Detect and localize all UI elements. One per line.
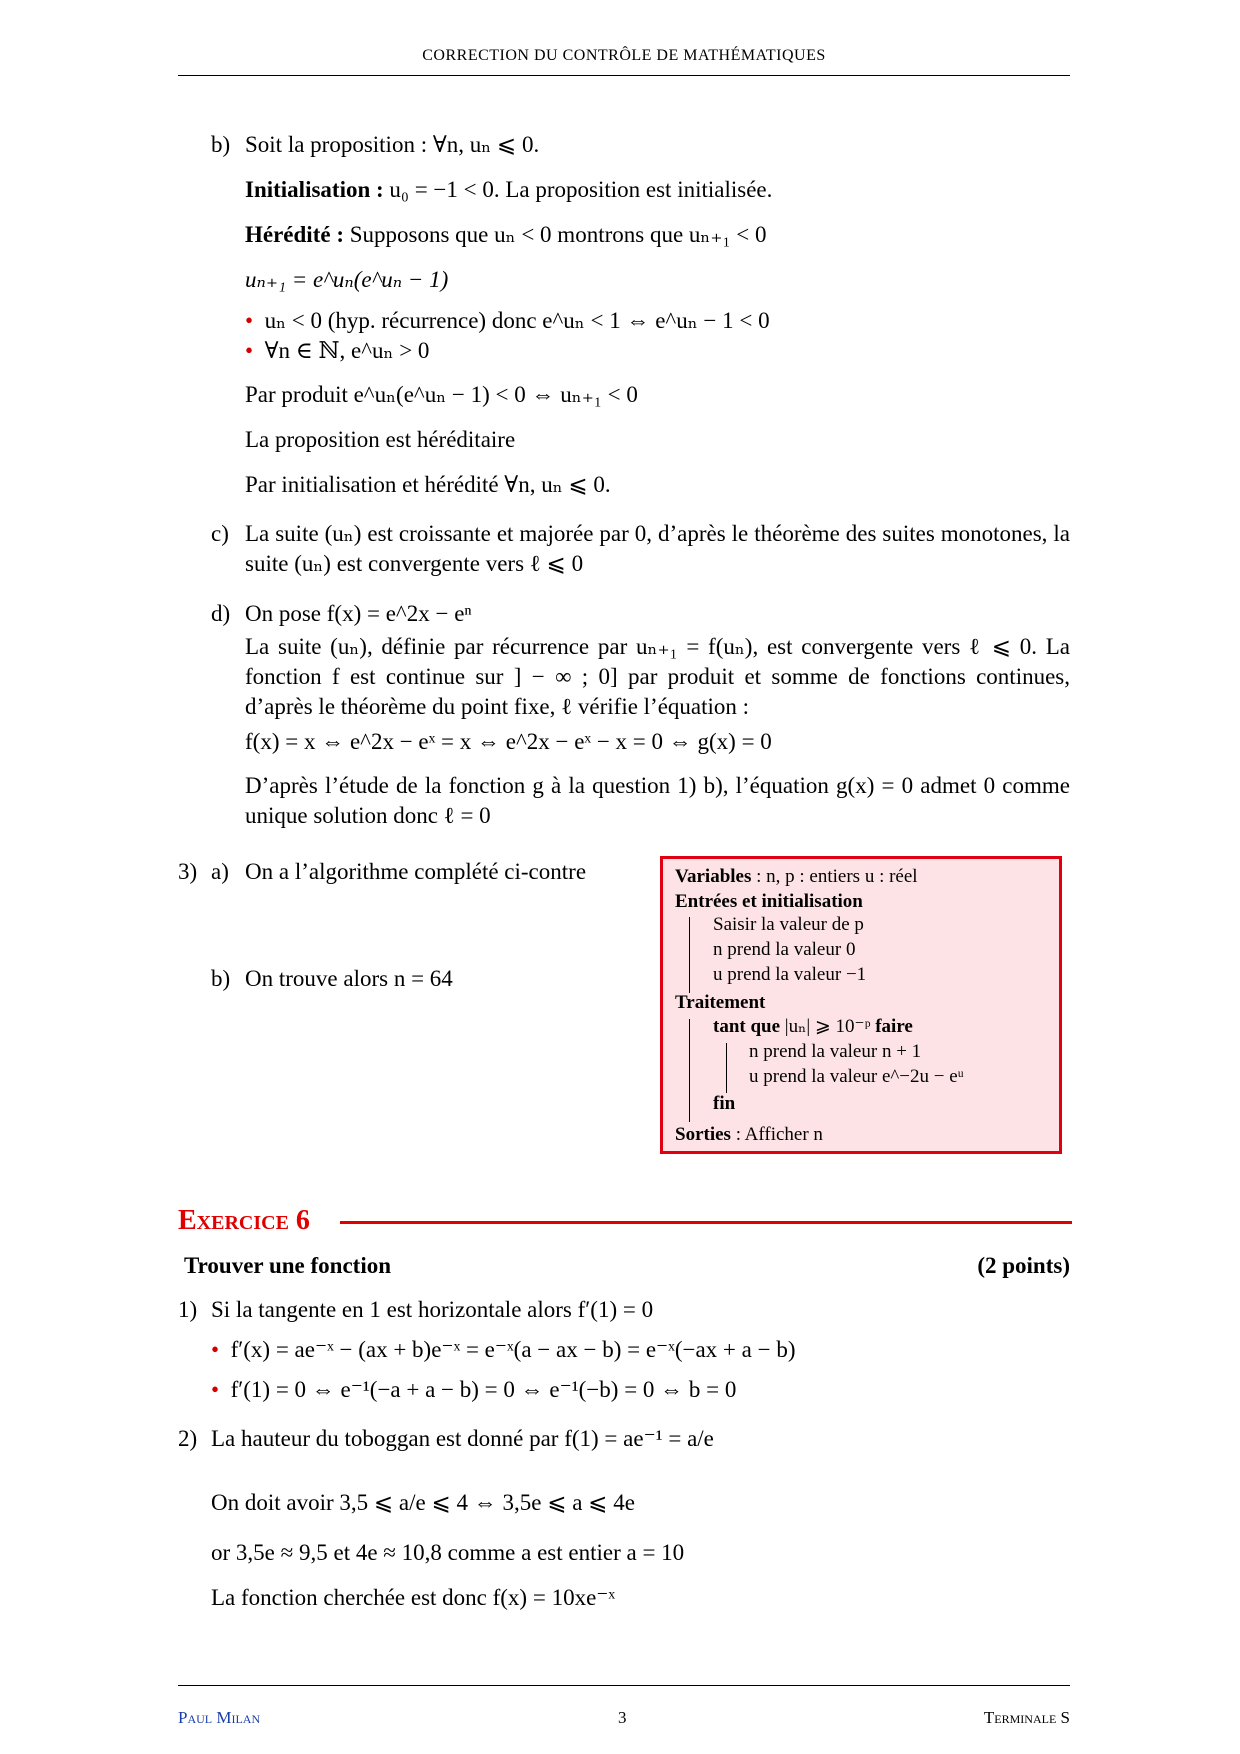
- algo-while: [713, 1014, 913, 1039]
- q2b-conclusion: Par initialisation et hérédité ∀n, uₙ ⩽ 0.: [245, 472, 611, 497]
- q2b-formula: uₙ₊₁ = e^uₙ(e^uₙ − 1): [245, 267, 449, 292]
- exercise-subtitle: Trouver une fonction: [184, 1253, 392, 1278]
- q2c-text: La suite (uₙ) est croissante et majorée par 0, d’après le théorème des suites monotones, la suite (uₙ) est convergente vers ℓ ⩽ 0: [245, 521, 1070, 576]
- output-label: Sorties: [675, 1124, 731, 1145]
- bullet-icon: •: [211, 1337, 220, 1362]
- end-keyword: fin: [713, 1093, 736, 1114]
- init-heading: Entrées et initialisation: [675, 891, 863, 912]
- ex6-q2-approx: or 3,5e ≈ 9,5 et 4e ≈ 10,8 comme a est entier a = 10: [211, 1540, 685, 1565]
- q2b-bullet-2: [245, 336, 429, 366]
- algo-variables: [675, 864, 918, 889]
- bullet-icon: •: [211, 1377, 220, 1402]
- q2b-label: b): [211, 132, 231, 157]
- init-label: Initialisation :: [245, 177, 384, 202]
- do-keyword: faire: [875, 1016, 913, 1037]
- algorithm-box: [660, 856, 1062, 1154]
- ex6-q1-number: 1): [178, 1297, 198, 1322]
- footer-author: Paul Milan: [178, 1708, 261, 1727]
- q3b-text: On trouve alors n = 64: [245, 966, 453, 991]
- bullet-icon: •: [245, 338, 254, 363]
- q2d-paragraph-2: D’après l’étude de la fonction g à la question 1) b), l’équation g(x) = 0 admet 0 comme unique solution donc ℓ = 0: [245, 773, 1070, 828]
- ex6-q2-number: 2): [178, 1426, 198, 1451]
- footer-page-number: 3: [618, 1708, 627, 1727]
- ex6-q2-text: La hauteur du toboggan est donné par f(1) = ae⁻¹ = a/e: [211, 1426, 714, 1451]
- variables-text: : n, p : entiers u : réel: [751, 866, 918, 887]
- bullet-icon: •: [245, 308, 254, 333]
- q2b-heredite: [245, 220, 767, 250]
- algo-treat-label: [675, 990, 765, 1015]
- q2b-product: Par produit e^uₙ(e^uₙ − 1) < 0 ⇔ uₙ₊₁ < 0: [245, 382, 638, 407]
- output-text: : Afficher n: [730, 1124, 823, 1145]
- algo-step-3: u prend la valeur −1: [713, 964, 867, 985]
- q2c-label: c): [211, 521, 229, 546]
- ex6-bullet-2-text: f′(1) = 0 ⇔ e⁻¹(−a + a − b) = 0 ⇔ e⁻¹(−b) = 0 ⇔ b = 0: [230, 1377, 737, 1402]
- q2b-bullet-1: [245, 306, 770, 336]
- header-rule: [178, 75, 1070, 76]
- ex6-q1-bullet-2: [211, 1375, 736, 1405]
- algo-inner-2: u prend la valeur e^−2u − eᵘ: [749, 1066, 964, 1087]
- ex6-q1-bullet-1: [211, 1335, 795, 1365]
- hered-label: Hérédité :: [245, 222, 344, 247]
- algo-init-label: [675, 889, 863, 914]
- q2d-label: d): [211, 601, 231, 626]
- loop-block-bar: [726, 1043, 727, 1093]
- q2b-initialisation: [245, 175, 772, 205]
- footer-rule: [178, 1685, 1070, 1686]
- algo-end: [713, 1091, 735, 1116]
- exercise-points: (2 points): [977, 1253, 1070, 1278]
- q2d-equation: f(x) = x ⇔ e^2x − eˣ = x ⇔ e^2x − eˣ − x = 0 ⇔ g(x) = 0: [245, 729, 772, 754]
- algo-inner-1: n prend la valeur n + 1: [749, 1041, 922, 1062]
- page-header-title: CORRECTION DU CONTRÔLE DE MATHÉMATIQUES: [422, 47, 826, 64]
- treat-heading: Traitement: [675, 992, 766, 1013]
- variables-label: Variables: [675, 866, 752, 887]
- ex6-bullet-1-text: f′(x) = ae⁻ˣ − (ax + b)e⁻ˣ = e⁻ˣ(a − ax − b) = e⁻ˣ(−ax + a − b): [230, 1337, 796, 1362]
- bullet-2-text: ∀n ∈ ℕ, e^uₙ > 0: [264, 338, 430, 363]
- ex6-q2-conclusion: La fonction cherchée est donc f(x) = 10xe⁻ˣ: [211, 1585, 616, 1610]
- bullet-1-text: uₙ < 0 (hyp. récurrence) donc e^uₙ < 1 ⇔ e^uₙ − 1 < 0: [264, 308, 770, 333]
- q3a-text: On a l’algorithme complété ci-contre: [245, 859, 587, 884]
- while-condition: |uₙ| ⩾ 10⁻ᵖ: [780, 1016, 876, 1037]
- algo-output: [675, 1122, 823, 1147]
- while-keyword: tant que: [713, 1016, 781, 1037]
- ex6-q1-text: Si la tangente en 1 est horizontale alors f′(1) = 0: [211, 1297, 654, 1322]
- init-block-bar: [689, 917, 690, 993]
- algo-step-1: Saisir la valeur de p: [713, 914, 864, 935]
- q2d-definition: On pose f(x) = e^2x − eⁿ: [245, 601, 472, 626]
- hered-text: Supposons que uₙ < 0 montrons que uₙ₊₁ < 0: [343, 222, 767, 247]
- q2b-proposition: Soit la proposition : ∀n, uₙ ⩽ 0.: [245, 132, 540, 157]
- q3a-label: a): [211, 859, 229, 884]
- exercise-title: Exercice 6: [178, 1205, 310, 1236]
- q3-number: 3): [178, 859, 198, 884]
- q2d-paragraph-1: La suite (uₙ), définie par récurrence par uₙ₊₁ = f(uₙ), est convergente vers ℓ ⩽ 0. La fonction f est continue sur ] − ∞ ; 0] par produit et somme de fonctions continues, d’après le théorème du point fixe, ℓ vérifie l’équation :: [245, 634, 1070, 719]
- ex6-q2-inequality: On doit avoir 3,5 ⩽ a/e ⩽ 4 ⇔ 3,5e ⩽ a ⩽ 4e: [211, 1490, 635, 1515]
- init-text: u₀ = −1 < 0. La proposition est initialisée.: [383, 177, 773, 202]
- footer-class: Terminale S: [983, 1708, 1070, 1727]
- exercise-rule: [340, 1221, 1072, 1224]
- algo-step-2: n prend la valeur 0: [713, 939, 856, 960]
- treat-block-bar: [689, 1019, 690, 1122]
- q3b-label: b): [211, 966, 231, 991]
- q2b-hereditary: La proposition est héréditaire: [245, 427, 516, 452]
